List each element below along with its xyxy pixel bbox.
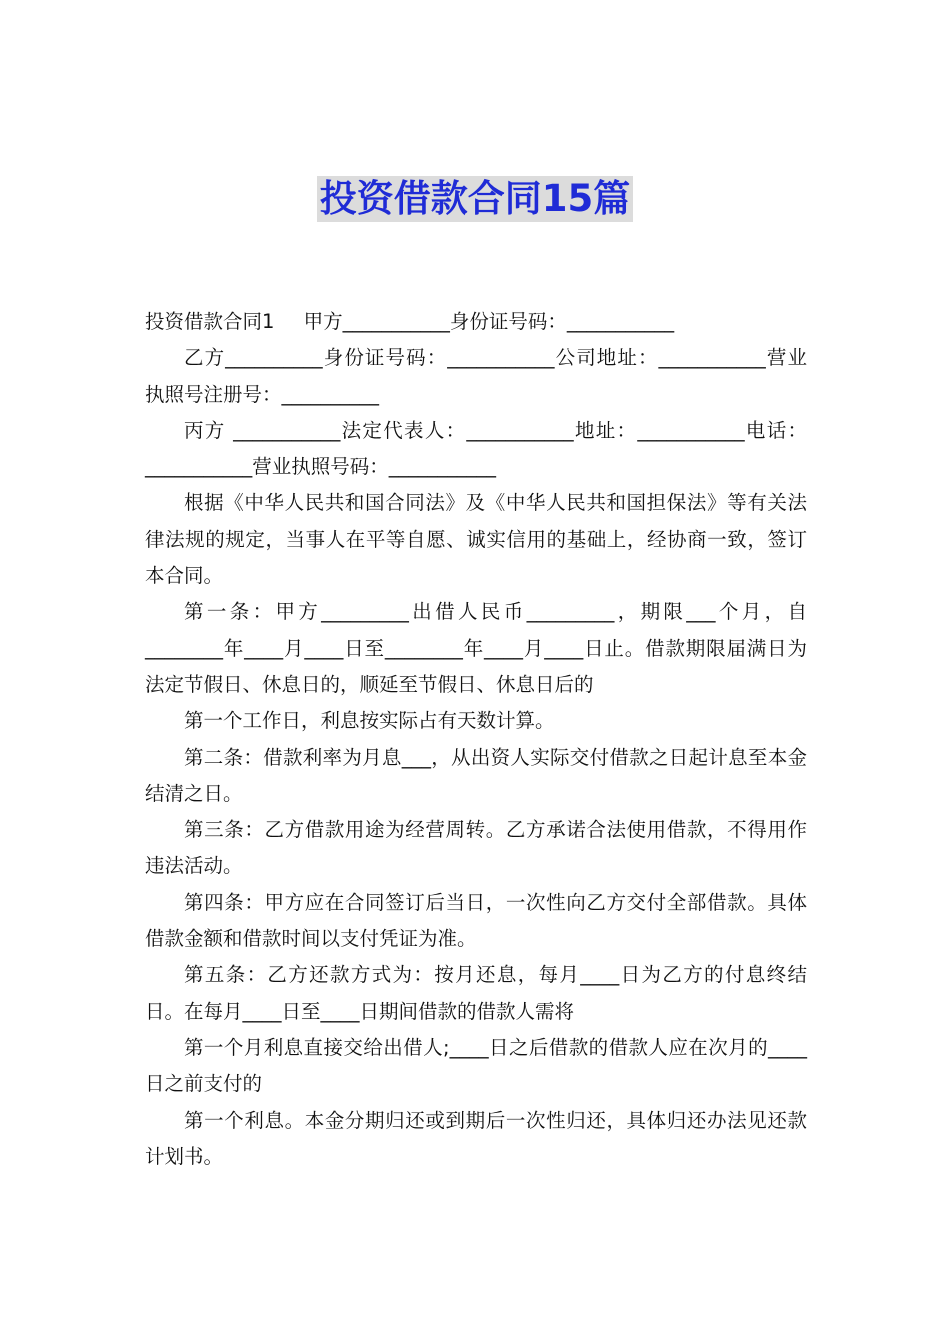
paragraph-party-b: 乙方__________身份证号码：___________公司地址：___________营业执照号注册号：__________ — [145, 346, 807, 406]
title-container — [0, 176, 950, 222]
paragraph-article-1-cont: 第一个工作日，利息按实际占有天数计算。 — [184, 709, 555, 733]
paragraph-article-2: 第二条：借款利率为月息___，从出资人实际交付借款之日起计息至本金结清之日。 — [145, 745, 807, 805]
paragraph-article-3: 第三条：乙方借款用途为经营周转。乙方承诺合法使用借款，不得用作违法活动。 — [145, 818, 807, 878]
paragraph-party-c: 丙方 ___________法定代表人：___________地址：___________电话：___________营业执照号码：___________ — [145, 418, 807, 479]
paragraph-article-4: 第四条：甲方应在合同签订后当日，一次性向乙方交付全部借款。具体借款金额和借款时间以支付凭证为准。 — [145, 890, 807, 951]
party-a-line: 甲方___________身份证号码：___________ — [303, 310, 675, 333]
paragraph-article-5-cont1: 第一个月利息直接交给出借人;____日之后借款的借款人应在次月的____日之前支付的 — [145, 1035, 807, 1096]
paragraph-article-1: 第一条：甲方_________出借人民币_________，期限___个月，自________年____月____日至________年____月____日止。借款期限届满日为法定节假日、休息日的，顺延至节假日、休息日后的 — [145, 600, 807, 696]
document-title: 投资借款合同15篇 — [317, 176, 634, 222]
paragraph-article-5: 第五条：乙方还款方式为：按月还息，每月____日为乙方的付息终结日。在每月____日至____日期间借款的借款人需将 — [145, 963, 807, 1023]
paragraph-intro — [145, 304, 807, 340]
contract-heading: 投资借款合同1 — [145, 310, 275, 333]
paragraph-article-5-cont2: 第一个利息。本金分期归还或到期后一次性归还，具体归还办法见还款计划书。 — [145, 1108, 807, 1168]
document-body — [145, 304, 807, 1175]
paragraph-basis: 根据《中华人民共和国合同法》及《中华人民共和国担保法》等有关法律法规的规定，当事人在平等自愿、诚实信用的基础上，经协商一致，签订本合同。 — [145, 491, 807, 588]
